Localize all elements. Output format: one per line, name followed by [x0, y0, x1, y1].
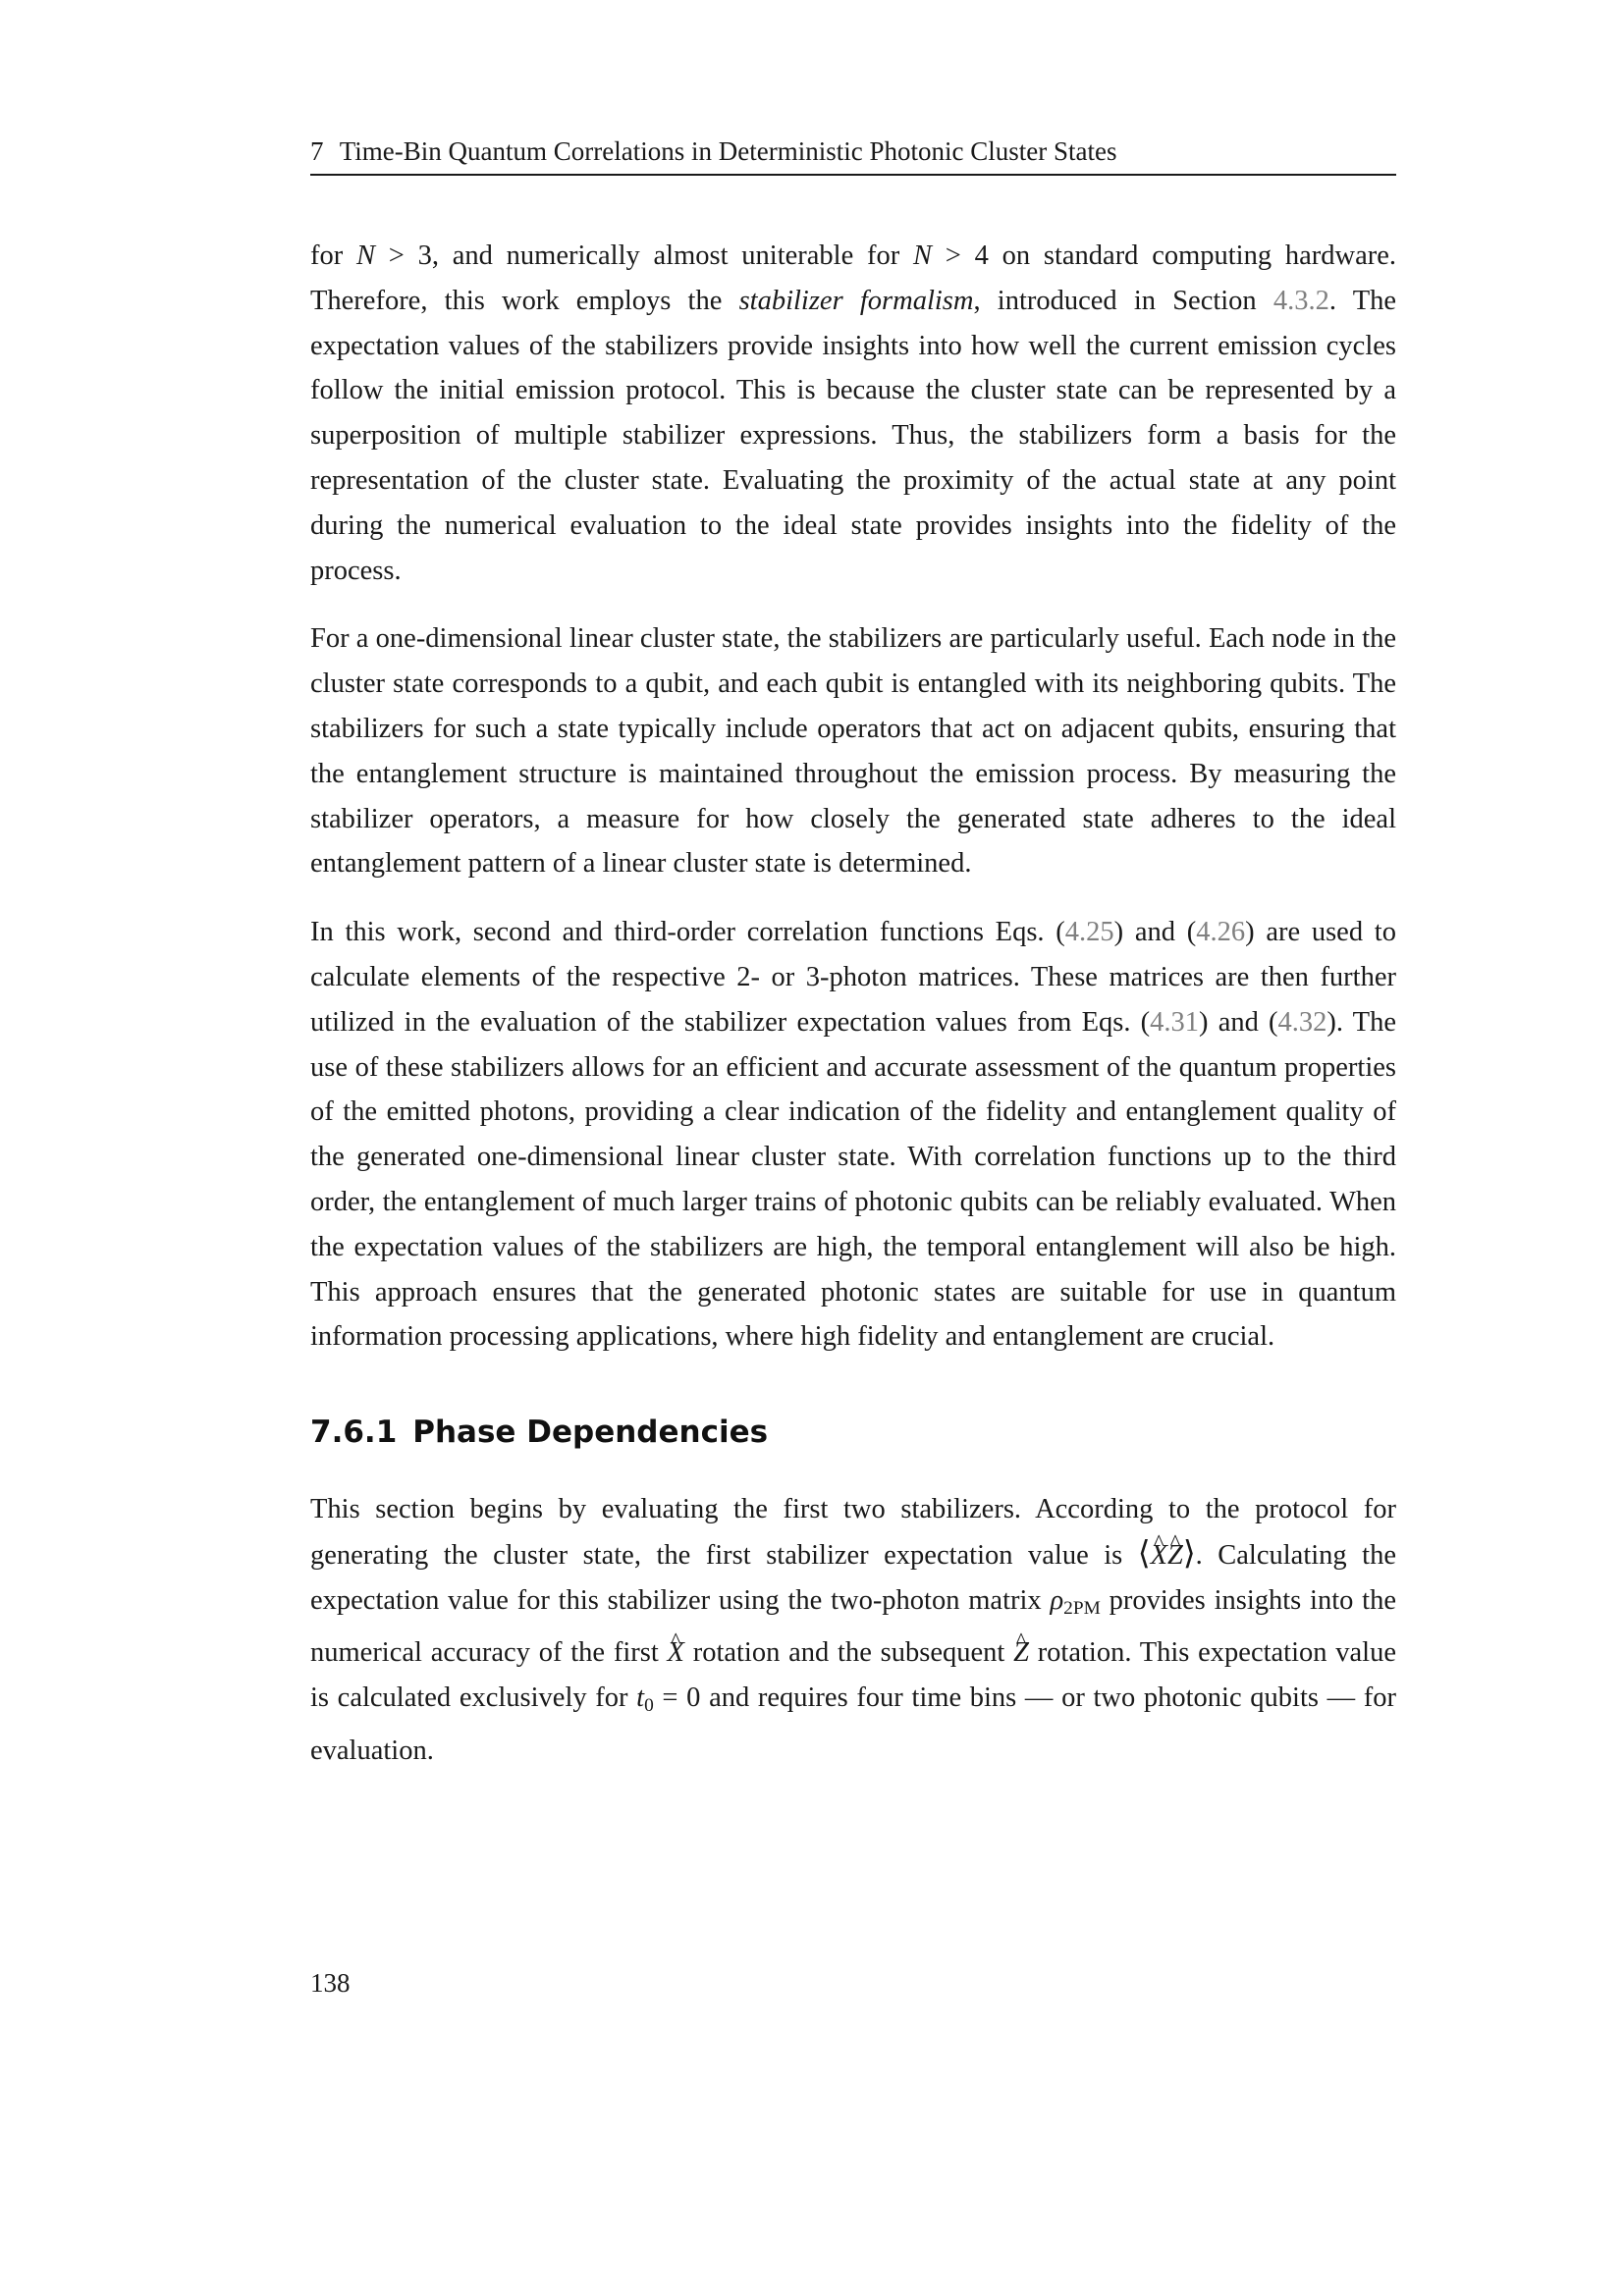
chapter-title: Time-Bin Quantum Correlations in Deterministic Photonic Cluster States: [339, 136, 1117, 166]
page-number: 138: [310, 1968, 351, 1998]
math-variable: N: [356, 240, 376, 271]
text-run: ) and (: [1199, 1006, 1278, 1038]
text-run: provides insights into the numerical accuracy of the first: [310, 1584, 1396, 1669]
paragraph-3: [310, 910, 1396, 1360]
text-run: This section begins by evaluating the first two stabilizers. According to the protocol for generating the cluster state, the first stabilizer expectation value is: [310, 1494, 1396, 1571]
operator-z-hat: ^ Z: [1167, 1533, 1183, 1578]
equation-reference-link[interactable]: 4.25: [1064, 917, 1114, 948]
text-run: > 3, and numerically almost uniterable for: [375, 240, 913, 271]
math-variable: t: [636, 1682, 645, 1714]
emphasis: stabilizer formalism: [738, 285, 974, 316]
operator-z-hat: ^ Z: [1013, 1630, 1029, 1676]
text-run: . Calculating the expectation value for this stabilizer using the two-photon matrix: [310, 1539, 1396, 1616]
paragraph-4: [310, 1487, 1396, 1773]
section-reference-link[interactable]: 4.3.2: [1272, 285, 1329, 316]
text-run: = 0 and requires four time bins — or two photonic qubits — for evaluation.: [310, 1682, 1397, 1766]
operator-x-hat: ^ X: [1151, 1533, 1167, 1578]
chapter-number: 7: [310, 136, 324, 166]
subscript: 0: [644, 1695, 654, 1716]
text-run: for: [310, 240, 356, 271]
text-run: > 4 on standard computing hardware. Therefore, this work employs the: [310, 240, 1396, 316]
paragraph-2: For a one-dimensional linear cluster state, the stabilizers are particularly useful. Each node in the cluster state corresponds to a qubit, and each qubit is entangled with its neighboring qubits. The stabilizers for such a state typically include operators that act on adjacent qubits, ensuring that the entanglement structure is maintained throughout the emission process. By measuring the stabilizer operators, a measure for how closely the generated state adheres to the ideal entanglement pattern of a linear cluster state is determined.: [310, 623, 1396, 880]
paragraph-1: [310, 234, 1396, 593]
text-run: . The expectation values of the stabilizers provide insights into how well the current emission cycles follow the initial emission protocol. This is because the cluster state can be represented by a superposition of multiple stabilizer expressions. Thus, the stabilizers form a basis for the representation of the cluster state. Evaluating the proximity of the actual state at any point during the numerical evaluation to the ideal state provides insights into the fidelity of the process.: [310, 285, 1397, 586]
body-text: [310, 234, 1396, 1797]
text-run: In this work, second and third-order correlation functions Eqs. (: [310, 917, 1065, 948]
math-rho: ρ: [1050, 1584, 1064, 1616]
text-run: ) and (: [1113, 917, 1197, 948]
left-angle-bracket: ⟨: [1137, 1535, 1151, 1572]
header-rule: [310, 174, 1396, 176]
section-heading: [310, 1413, 1396, 1452]
subscript: 2PM: [1063, 1597, 1101, 1619]
text-run: rotation. This expectation value is calculated exclusively for: [310, 1637, 1397, 1714]
right-angle-bracket: ⟩: [1182, 1535, 1196, 1572]
text-run: rotation and the subsequent: [683, 1637, 1014, 1669]
section-title: Phase Dependencies: [412, 1415, 769, 1451]
text-run: ) are used to calculate elements of the respective 2- or 3-photon matrices. These matrices are then further utilized in the evaluation of the stabilizer expectation values from Eqs. (: [310, 917, 1396, 1038]
equation-reference-link[interactable]: 4.26: [1196, 917, 1246, 948]
equation-reference-link[interactable]: 4.32: [1277, 1006, 1327, 1038]
text-run: , introduced in Section: [973, 285, 1273, 316]
section-number: 7.6.1: [310, 1415, 398, 1451]
operator-x-hat: ^ X: [668, 1630, 684, 1676]
text-run: ). The use of these stabilizers allows for an efficient and accurate assessment of the quantum properties of the emitted photons, providing a clear indication of the fidelity and entanglement quality of the generated one-dimensional linear cluster state. With correlation functions up to the third order, the entanglement of much larger trains of photonic qubits can be reliably evaluated. When the expectation values of the stabilizers are high, the temporal entanglement will also be high. This approach ensures that the generated photonic states are suitable for use in quantum information processing applications, where high fidelity and entanglement are crucial.: [310, 1006, 1396, 1353]
equation-reference-link[interactable]: 4.31: [1150, 1006, 1200, 1038]
running-header: [310, 133, 1396, 169]
math-variable: N: [913, 240, 933, 271]
